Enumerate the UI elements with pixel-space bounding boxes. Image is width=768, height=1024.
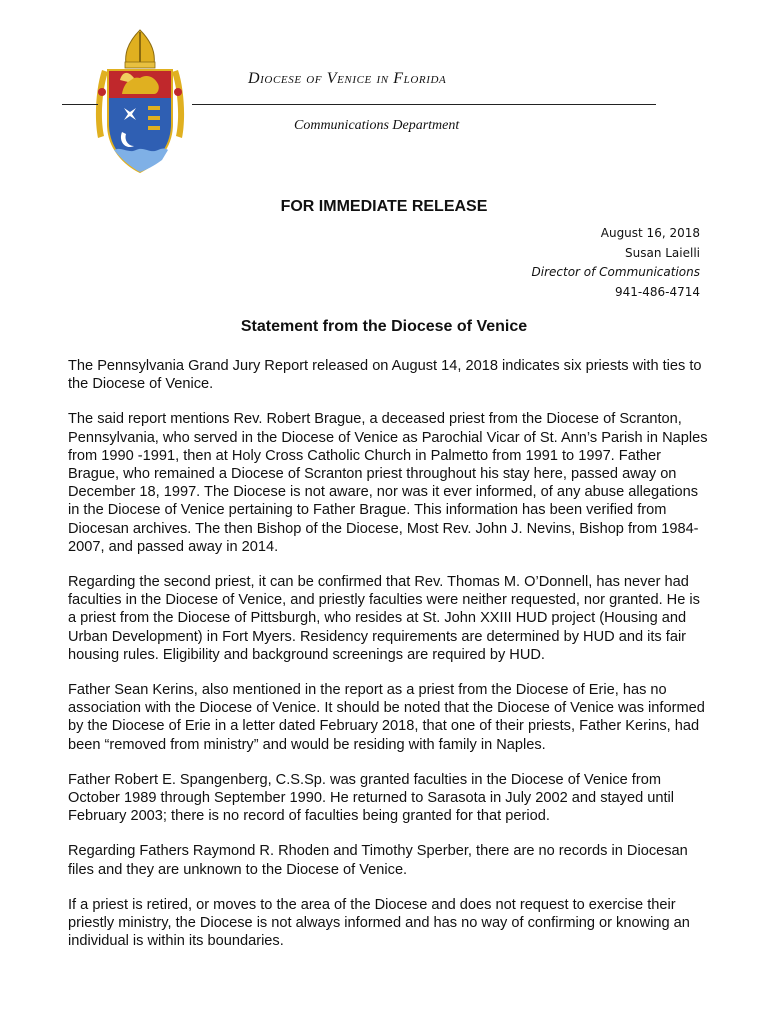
header-rule-right [192, 104, 656, 105]
contact-phone: 941-486-4714 [614, 284, 700, 299]
paragraph: Regarding the second priest, it can be confirmed that Rev. Thomas M. O’Donnell, has never had faculties in the Diocese of Venice, and priestly faculties were neither requested, nor granted. He is a priest from the Diocese of Pittsburgh, who resides at St. John XXIII HUD project (Housing and Urban Development) in Fort Myers. Residency requirements are determined by HUD and its fair housing rules. Eligibility and background screenings are required by HUD. [68, 574, 700, 663]
release-label: FOR IMMEDIATE RELEASE [280, 198, 488, 215]
paragraph: The Pennsylvania Grand Jury Report released on August 14, 2018 indicates six priests with ties to the Diocese of Venice. [68, 358, 702, 393]
paragraph: Father Sean Kerins, also mentioned in the report as a priest from the Diocese of Erie, has no association with the Diocese of Venice. It should be noted that the Diocese of Venice was informed by the Diocese of Erie in a letter dated February 2018, that one of their priests, Father Kerins, had been “removed from ministry” and would be residing with family in Naples. [68, 682, 705, 753]
coat-of-arms-icon [88, 28, 192, 176]
release-date: August 16, 2018 [600, 226, 700, 240]
paragraph: If a priest is retired, or moves to the area of the Diocese and does not request to exercise their priestly ministry, the Diocese is not always informed and has no way of confirming or knowing an individual is within its boundaries. [68, 896, 690, 950]
paragraph: The said report mentions Rev. Robert Brague, a deceased priest from the Diocese of Scranton, Pennsylvania, who served in the Diocese of Venice as Parochial Vicar of St. Ann’s Parish in Naples from 1990 -1991, then at Holy Cross Catholic Church in Palmetto from 1991 to 1997. Father Brague, who remained a Diocese of Scranton priest throughout his stay here, passed away on December 18, 1997. The Diocese is not aware, nor was it ever informed, of any abuse allegations in the Diocese of Venice pertaining to Father Brague. This information has been verified from Diocesan archives. The then Bishop of the Diocese, Most Rev. John J. Nevins, Bishop from 1984-2007, and passed away in 2014. [68, 411, 708, 555]
paragraph: Regarding Fathers Raymond R. Rhoden and Timothy Sperber, there are no records in Diocesan files and they are unknown to the Diocese of Venice. [68, 843, 688, 878]
contact-block [532, 224, 701, 302]
organization-name: Diocese of Venice in Florida [248, 70, 447, 87]
statement-title: Statement from the Diocese of Venice [240, 318, 528, 335]
header-rule-left [62, 104, 98, 105]
paragraph: Father Robert E. Spangenberg, C.S.Sp. was granted faculties in the Diocese of Venice from October 1989 through September 1990. He returned to Sarasota in July 2002 and stayed until February 2003; there is no record of faculties being granted for that period. [68, 771, 675, 825]
department-name: Communications Department [294, 118, 460, 133]
statement-body [68, 357, 708, 967]
contact-name: Susan Laielli [624, 245, 700, 260]
contact-role: Director of Communications [531, 265, 700, 279]
